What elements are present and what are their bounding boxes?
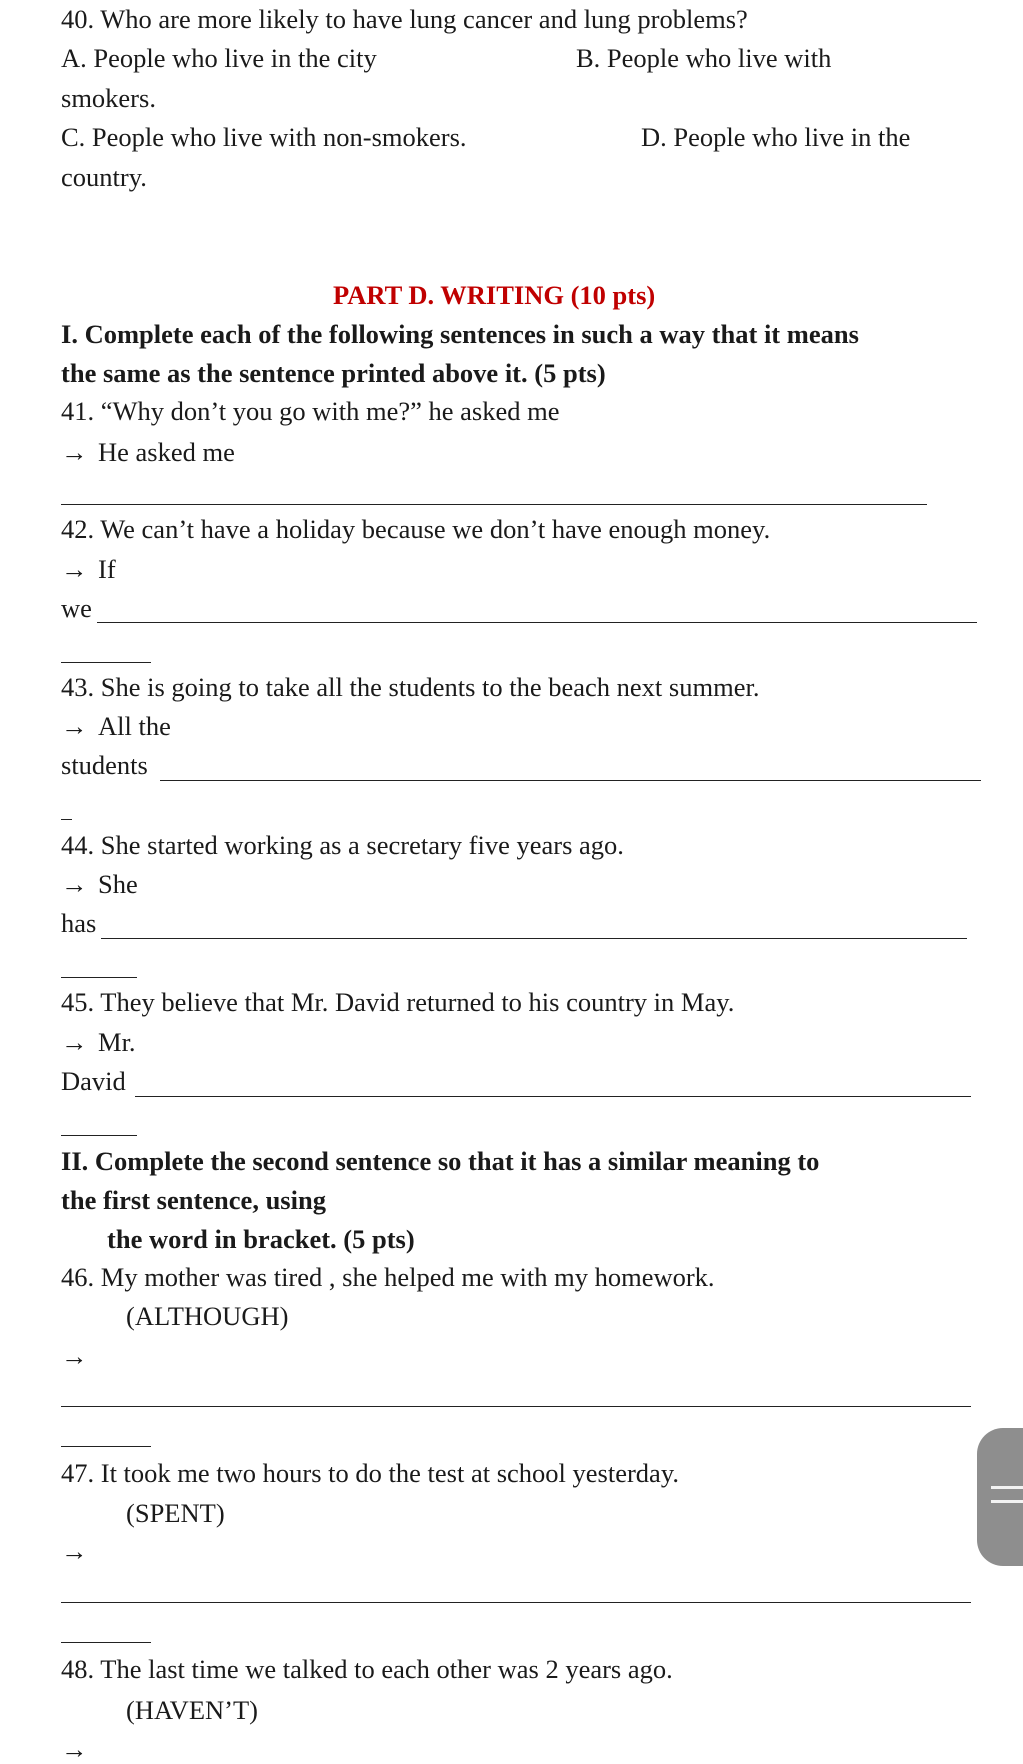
q44-answer-line[interactable]: [101, 938, 967, 939]
q46-keyword: (ALTHOUGH): [126, 1301, 289, 1331]
q47-question: 47. It took me two hours to do the test at school yesterday.: [61, 1458, 679, 1488]
q40-option-b: B. People who live with: [576, 43, 832, 73]
q40-option-c: C. People who live with non-smokers.: [61, 122, 467, 152]
grip-line-icon: [991, 1486, 1023, 1489]
q41-question: 41. “Why don’t you go with me?” he asked me: [61, 396, 560, 426]
section2-heading-line3: the word in bracket. (5 pts): [107, 1224, 415, 1254]
q42-prompt-continued: we: [61, 593, 92, 623]
q45-prompt-text: Mr.: [98, 1027, 136, 1057]
grip-line-icon: [991, 1500, 1023, 1503]
q46-question: 46. My mother was tired , she helped me with my homework.: [61, 1262, 715, 1292]
q43-prompt: [61, 713, 171, 740]
q42-prompt: [61, 556, 116, 583]
q48-keyword: (HAVEN’T): [126, 1695, 258, 1725]
arrow-right-icon: →: [61, 869, 88, 899]
q40-option-d-continued: country.: [61, 162, 147, 192]
q42-prompt-text: If: [98, 554, 116, 584]
q42-answer-line[interactable]: [97, 622, 977, 623]
q47-keyword: (SPENT): [126, 1498, 225, 1528]
arrow-right-icon: →: [61, 1734, 88, 1764]
part-d-title: PART D. WRITING (10 pts): [333, 280, 656, 310]
q41-prompt-text: He asked me: [98, 437, 235, 467]
q46-answer-line-end[interactable]: [61, 1446, 151, 1447]
q44-prompt: [61, 871, 138, 898]
arrow-right-icon: →: [61, 554, 88, 584]
q46-answer-line[interactable]: [61, 1406, 971, 1407]
q43-answer-line-end[interactable]: [61, 819, 72, 820]
q43-prompt-continued: students: [61, 750, 148, 780]
q45-question: 45. They believe that Mr. David returned to his country in May.: [61, 987, 735, 1017]
q40-option-b-continued: smokers.: [61, 83, 156, 113]
section1-heading-line2: the same as the sentence printed above it. (5 pts): [61, 358, 606, 388]
arrow-right-icon: →: [61, 437, 88, 467]
q47-answer-line-end[interactable]: [61, 1642, 151, 1643]
q45-answer-line-end[interactable]: [61, 1135, 137, 1136]
section1-heading-line1: I. Complete each of the following sentences in such a way that it means: [61, 319, 859, 349]
arrow-right-icon: →: [61, 711, 88, 741]
q45-prompt: [61, 1029, 136, 1056]
q41-prompt: [61, 439, 235, 466]
section2-heading-line1: II. Complete the second sentence so that it has a similar meaning to: [61, 1146, 820, 1176]
section2-heading-line2: the first sentence, using: [61, 1185, 326, 1215]
arrow-right-icon: →: [61, 1536, 88, 1566]
q40-option-a: A. People who live in the city: [61, 43, 377, 73]
arrow-right-icon: →: [61, 1341, 88, 1371]
side-drawer-handle[interactable]: [977, 1428, 1023, 1566]
arrow-right-icon: →: [61, 1027, 88, 1057]
q44-prompt-continued: has: [61, 908, 97, 938]
q40-option-d: D. People who live in the: [641, 122, 911, 152]
q42-question: 42. We can’t have a holiday because we don’t have enough money.: [61, 514, 771, 544]
q40-question: 40. Who are more likely to have lung cancer and lung problems?: [61, 4, 748, 34]
q45-answer-line[interactable]: [135, 1096, 971, 1097]
q41-answer-line[interactable]: [61, 504, 927, 505]
q44-question: 44. She started working as a secretary five years ago.: [61, 830, 624, 860]
q43-prompt-text: All the: [98, 711, 171, 741]
q43-question: 43. She is going to take all the students to the beach next summer.: [61, 672, 760, 702]
q48-question: 48. The last time we talked to each other was 2 years ago.: [61, 1654, 673, 1684]
q44-prompt-text: She: [98, 869, 138, 899]
q47-answer-line[interactable]: [61, 1602, 971, 1603]
q43-answer-line[interactable]: [160, 780, 981, 781]
q45-prompt-continued: David: [61, 1066, 126, 1096]
q44-answer-line-end[interactable]: [61, 977, 137, 978]
q42-answer-line-end[interactable]: [61, 662, 151, 663]
